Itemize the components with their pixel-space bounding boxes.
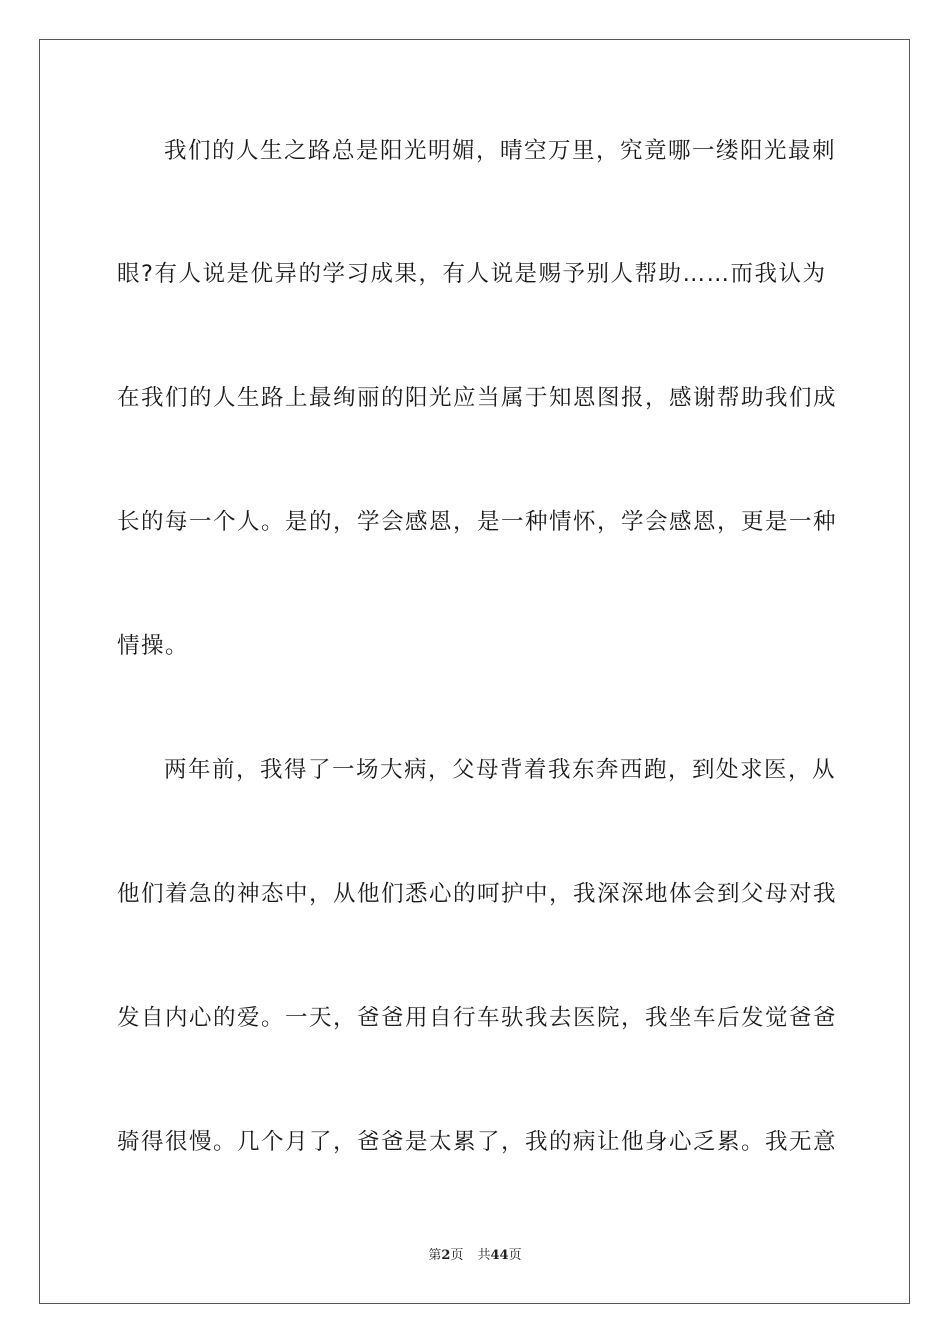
total-suffix: 页 [508, 1248, 522, 1263]
page-number: 2 [441, 1248, 451, 1263]
paragraph-1-line-4: 长的每一个人。是的，学会感恩，是一种情怀，学会感恩，更是一种 [117, 509, 838, 535]
paragraph-2-line-2: 他们着急的神态中，从他们悉心的呵护中，我深深地体会到父母对我 [117, 881, 838, 907]
paragraph-1-line-1: 我们的人生之路总是阳光明媚，晴空万里，究竟哪一缕阳光最刺 [164, 138, 837, 164]
page-footer [0, 1248, 950, 1264]
paragraph-1-line-5: 情操。 [117, 633, 190, 659]
page-border [39, 39, 910, 1304]
total-prefix: 共 [477, 1248, 491, 1263]
paragraph-2-line-3: 发自内心的爱。一天，爸爸用自行车驮我去医院，我坐车后发觉爸爸 [117, 1005, 838, 1031]
page-prefix: 第 [428, 1248, 442, 1263]
paragraph-2-line-4: 骑得很慢。几个月了，爸爸是太累了，我的病让他身心乏累。我无意 [117, 1129, 838, 1155]
total-pages: 44 [490, 1248, 509, 1263]
paragraph-1-line-2: 眼?有人说是优异的学习成果，有人说是赐予别人帮助……而我认为 [117, 261, 827, 287]
page-suffix: 页 [450, 1248, 464, 1263]
paragraph-1-line-3: 在我们的人生路上最绚丽的阳光应当属于知恩图报，感谢帮助我们成 [117, 385, 838, 411]
paragraph-2-line-1: 两年前，我得了一场大病，父母背着我东奔西跑，到处求医，从 [164, 757, 837, 783]
